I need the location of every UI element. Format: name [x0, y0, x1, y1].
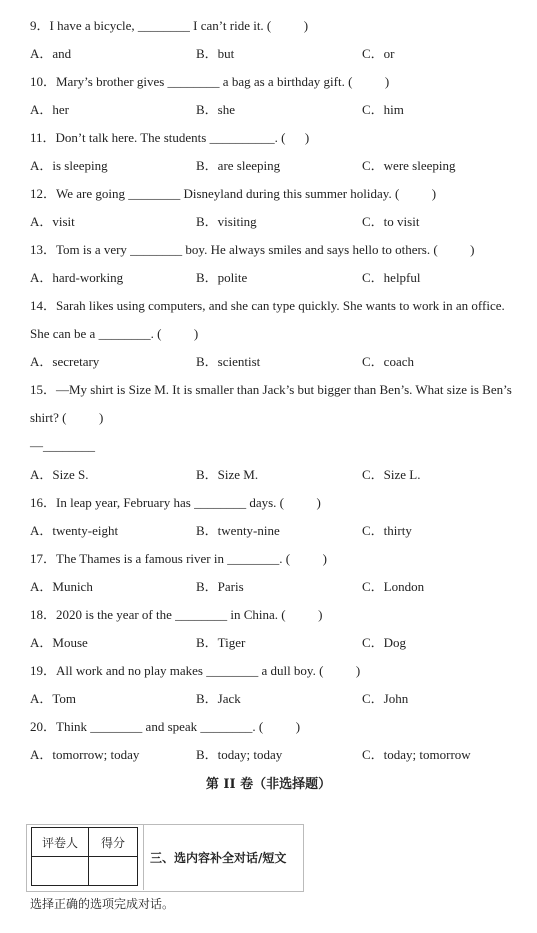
option-a[interactable]: A．is sleeping [30, 158, 108, 173]
option-b[interactable]: B．Jack [196, 691, 241, 706]
option-a[interactable]: A．her [30, 102, 69, 117]
option-b[interactable]: B．polite [196, 270, 248, 285]
question-stem-continued: shirt? ( ) [30, 410, 104, 425]
option-c[interactable]: C．him [362, 102, 404, 117]
option-b[interactable]: B．but [196, 46, 235, 61]
option-a[interactable]: A．Tom [30, 691, 77, 706]
option-b[interactable]: B．Paris [196, 579, 244, 594]
option-c[interactable]: C．thirty [362, 523, 412, 538]
option-c[interactable]: C．coach [362, 354, 414, 369]
option-a[interactable]: A．Mouse [30, 635, 88, 650]
option-c[interactable]: C．John [362, 691, 409, 706]
answer-blank: —________ [30, 438, 95, 453]
option-a[interactable]: A．Size S. [30, 467, 89, 482]
option-b[interactable]: B．scientist [196, 354, 261, 369]
question-stem: 13．Tom is a very ________ boy. He always smiles and says hello to others. ( ) [30, 242, 475, 257]
option-c[interactable]: C．helpful [362, 270, 421, 285]
option-a[interactable]: A．and [30, 46, 72, 61]
question-stem: 9．I have a bicycle, ________ I can’t ride it. ( ) [30, 18, 309, 33]
option-b[interactable]: B．twenty-nine [196, 523, 280, 538]
question-stem: 19．All work and no play makes ________ a dull boy. ( ) [30, 663, 361, 678]
score-box-divider [143, 824, 144, 890]
score-table [31, 827, 138, 886]
score-cell[interactable] [89, 857, 138, 886]
option-b[interactable]: B．today; today [196, 747, 283, 762]
option-c[interactable]: C．today; tomorrow [362, 747, 471, 762]
grader-cell[interactable] [32, 857, 89, 886]
instruction-text: 选择正确的选项完成对话。 [30, 897, 175, 911]
option-a[interactable]: A．visit [30, 214, 75, 229]
question-stem: 12．We are going ________ Disneyland during this summer holiday. ( ) [30, 186, 437, 201]
question-stem: 17．The Thames is a famous river in ________. ( ) [30, 551, 327, 566]
option-a[interactable]: A．Munich [30, 579, 93, 594]
option-b[interactable]: B．Tiger [196, 635, 246, 650]
question-stem-continued: She can be a ________. ( ) [30, 326, 199, 341]
option-c[interactable]: C．were sleeping [362, 158, 456, 173]
score-label: 得分 [89, 828, 138, 857]
option-b[interactable]: B．are sleeping [196, 158, 281, 173]
option-a[interactable]: A．secretary [30, 354, 100, 369]
question-stem: 16．In leap year, February has ________ days. ( ) [30, 495, 321, 510]
question-stem: 15．—My shirt is Size M. It is smaller than Jack’s but bigger than Ben’s. What size is Ben’s [30, 382, 512, 397]
option-b[interactable]: B．Size M. [196, 467, 259, 482]
question-stem: 20．Think ________ and speak ________. ( ) [30, 719, 301, 734]
question-stem: 18．2020 is the year of the ________ in China. ( ) [30, 607, 323, 622]
option-b[interactable]: B．visiting [196, 214, 257, 229]
option-c[interactable]: C．or [362, 46, 395, 61]
section-heading: 三、选内容补全对话/短文 [150, 851, 287, 865]
question-stem: 14．Sarah likes using computers, and she can type quickly. She wants to work in an office. [30, 298, 505, 313]
part-two-title: 第 II 卷（非选择题） [205, 777, 332, 792]
option-b[interactable]: B．she [196, 102, 236, 117]
option-c[interactable]: C．London [362, 579, 425, 594]
option-c[interactable]: C．to visit [362, 214, 420, 229]
question-stem: 11．Don’t talk here. The students __________. ( ) [30, 130, 310, 145]
question-stem: 10．Mary’s brother gives ________ a bag as a birthday gift. ( ) [30, 74, 390, 89]
option-a[interactable]: A．twenty-eight [30, 523, 119, 538]
option-c[interactable]: C．Size L. [362, 467, 421, 482]
option-c[interactable]: C．Dog [362, 635, 407, 650]
grader-label: 评卷人 [32, 828, 89, 857]
option-a[interactable]: A．tomorrow; today [30, 747, 140, 762]
option-a[interactable]: A．hard-working [30, 270, 124, 285]
